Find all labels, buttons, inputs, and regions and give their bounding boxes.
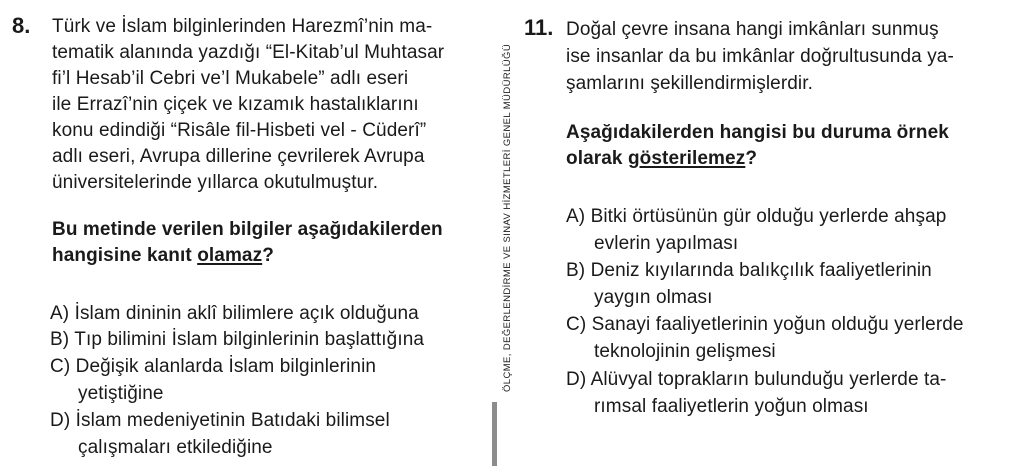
- question-8-number: 8.: [12, 13, 31, 38]
- margin-bar: [492, 402, 497, 466]
- prompt-line: [566, 146, 757, 172]
- option-a-cont[interactable]: evlerin yapılması: [594, 233, 739, 254]
- option-b[interactable]: B) Deniz kıyılarında balıkçılık faaliyetlerinin: [566, 260, 932, 281]
- passage-line: Doğal çevre insana hangi imkânları sunmuş: [566, 19, 939, 40]
- passage-line: konu edindiği “Risâle fil-Hisbeti vel - Cüderî”: [52, 120, 427, 141]
- prompt-emphasis: olamaz: [197, 245, 263, 266]
- prompt-emphasis: gösterilemez: [627, 148, 746, 169]
- option-d[interactable]: D) İslam medeniyetinin Batıdaki bilimsel: [50, 410, 390, 431]
- question-11-number: 11.: [524, 15, 554, 40]
- passage-line: fi’l Hesab’il Cebri ve’l Mukabele” adlı eseri: [52, 68, 409, 89]
- passage-line: tematik alanında yazdığı “El-Kitab’ul Muhtasar: [52, 42, 445, 63]
- option-d-cont[interactable]: rımsal faaliyetlerin yoğun olması: [594, 396, 869, 417]
- option-d-cont[interactable]: çalışmaları etkilediğine: [78, 437, 273, 458]
- option-c-cont[interactable]: yetiştiğine: [78, 383, 164, 404]
- option-a[interactable]: A) İslam dininin aklî bilimlere açık olduğuna: [50, 303, 419, 324]
- publisher-vertical-text: ÖLÇME, DEĞERLENDİRME VE SINAV HİZMETLERİ GENEL MÜDÜRLÜĞÜ: [502, 43, 513, 392]
- option-a[interactable]: A) Bitki örtüsünün gür olduğu yerlerde ahşap: [566, 206, 947, 227]
- option-c[interactable]: C) Sanayi faaliyetlerinin yoğun olduğu yerlerde: [566, 314, 964, 335]
- passage-line: üniversitelerinde yıllarca okutulmuştur.: [52, 172, 379, 193]
- prompt-mark: ?: [262, 245, 274, 266]
- prompt-line: [52, 243, 274, 269]
- passage-line: şamlarını şekillendirmişlerdir.: [566, 73, 814, 94]
- prompt-line: Bu metinde verilen bilgiler aşağıdakilerden: [52, 219, 443, 240]
- prompt-mark: ?: [745, 148, 758, 169]
- passage-line: Türk ve İslam bilginlerinden Harezmî’nin ma-: [52, 16, 433, 37]
- passage-line: adlı eseri, Avrupa dillerine çevrilerek Avrupa: [52, 146, 425, 167]
- option-c[interactable]: C) Değişik alanlarda İslam bilginlerinin: [50, 356, 377, 377]
- option-b-cont[interactable]: yaygın olması: [594, 287, 713, 308]
- passage-line: ise insanlar da bu imkânlar doğrultusunda ya-: [566, 46, 954, 67]
- option-c-cont[interactable]: teknolojinin gelişmesi: [594, 341, 776, 362]
- prompt-line: Aşağıdakilerden hangisi bu duruma örnek: [566, 122, 949, 143]
- passage-line: ile Errazî’nin çiçek ve kızamık hastalıklarını: [52, 94, 419, 115]
- option-b[interactable]: B) Tıp bilimini İslam bilginlerinin başlattığına: [50, 329, 425, 350]
- prompt-text: olarak: [566, 148, 628, 169]
- option-d[interactable]: D) Alüvyal toprakların bulunduğu yerlerde ta-: [566, 369, 947, 390]
- prompt-text: hangisine kanıt: [52, 245, 198, 266]
